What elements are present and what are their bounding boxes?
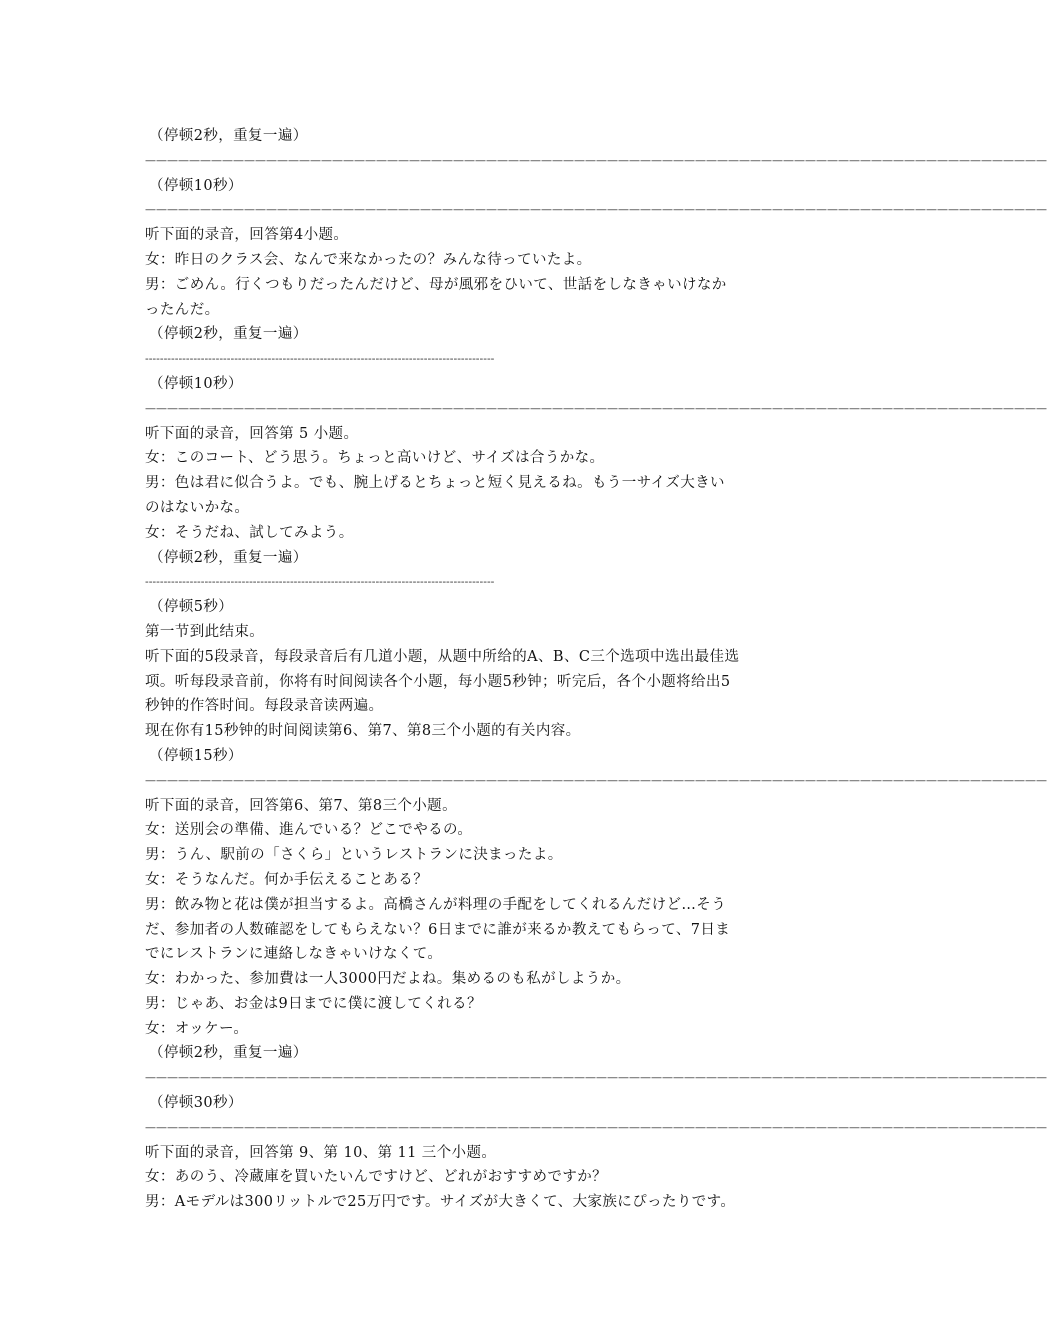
separator-line: —————————————————————————————————————————————————————————————————————————————————— [145, 1071, 1047, 1085]
pause-note: （停顿2秒，重复一遍） [149, 1045, 308, 1062]
section-end-text: 第一节到此结束。 [145, 623, 265, 640]
dialogue-line: のはないかな。 [145, 499, 250, 516]
pause-note: （停顿2秒，重复一遍） [149, 326, 308, 343]
document-page [145, 124, 1047, 1215]
instruction-text: 现在你有15秒钟的时间阅读第6、第7、第8三个小题的有关内容。 [145, 723, 581, 740]
separator-line: ---------------------------------------------------------------------------------------------- [145, 575, 495, 589]
dialogue-line: 女：わかった、参加費は一人3000円だよね。集めるのも私がしようか。 [145, 971, 631, 988]
pause-note: （停顿10秒） [149, 375, 243, 392]
dialogue-line: 女：オッケー。 [145, 1020, 249, 1037]
separator-line: —————————————————————————————————————————————————————————————————————————————————— [145, 203, 1047, 217]
dialogue-line: 男：飲み物と花は僕が担当するよ。高橋さんが料理の手配をしてくれるんだけど…そう [145, 896, 727, 913]
separator-line: —————————————————————————————————————————————————————————————————————————————————— [145, 401, 1047, 415]
dialogue-line: 男：ごめん。行くつもりだったんだけど、母が風邪をひいて、世話をしなきゃいけなか [145, 276, 727, 293]
question-heading: 听下面的录音，回答第4小题。 [145, 227, 349, 244]
dialogue-line: でにレストランに連絡しなきゃいけなくて。 [145, 946, 443, 963]
dialogue-line: 女：このコート、どう思う。ちょっと高いけど、サイズは合うかな。 [145, 450, 605, 467]
dialogue-line: 女：あのう、冷蔵庫を買いたいんですけど、どれがおすすめですか？ [145, 1169, 608, 1186]
question-heading: 听下面的录音，回答第 5 小题。 [145, 425, 359, 442]
pause-note: （停顿15秒） [149, 747, 243, 764]
question-heading: 听下面的录音，回答第6、第7、第8三个小题。 [145, 797, 457, 814]
separator-line: ---------------------------------------------------------------------------------------------- [145, 352, 495, 366]
instruction-text: 听下面的5段录音，每段录音后有几道小题，从题中所给的A、B、C三个选项中选出最佳选 [145, 648, 740, 665]
dialogue-line: 男：じゃあ、お金は9日までに僕に渡してくれる？ [145, 995, 482, 1012]
dialogue-line: 男：うん、駅前の「さくら」というレストランに決まったよ。 [145, 847, 563, 864]
separator-line: —————————————————————————————————————————————————————————————————————————————————— [145, 1120, 1047, 1134]
instruction-text: 秒钟的作答时间。每段录音读两遍。 [145, 698, 384, 715]
dialogue-line: 女：送別会の準備、進んでいる？どこでやるの。 [145, 822, 473, 839]
separator-line: —————————————————————————————————————————————————————————————————————————————————— [145, 773, 1047, 787]
dialogue-line: 女：そうなんだ。何か手伝えることある？ [145, 871, 429, 888]
dialogue-line: 男：Aモデルは300リットルで25万円です。サイズが大きくて、大家族にぴったりです。 [145, 1194, 736, 1211]
pause-note: （停顿30秒） [149, 1095, 243, 1112]
question-heading: 听下面的录音，回答第 9、第 10、第 11 三个小题。 [145, 1144, 497, 1161]
dialogue-line: 男：色は君に似合うよ。でも、腕上げるとちょっと短く見えるね。もう一サイズ大きい [145, 475, 725, 492]
separator-line: —————————————————————————————————————————————————————————————————————————————————— [145, 153, 1047, 167]
pause-note: （停顿5秒） [149, 599, 234, 616]
dialogue-line: 女：昨日のクラス会、なんで来なかったの？みんな待っていたよ。 [145, 251, 592, 268]
dialogue-line: 女：そうだね、試してみよう。 [145, 524, 354, 541]
dialogue-line: だ、参加者の人数確認をしてもらえない？6日までに誰が来るか教えてもらって、7日ま [145, 921, 731, 938]
instruction-text: 项。听每段录音前，你将有时间阅读各个小题，每小题5秒钟；听完后，各个小题将给出5 [145, 673, 731, 690]
dialogue-line: ったんだ。 [145, 301, 220, 318]
pause-note: （停顿2秒，重复一遍） [149, 128, 308, 144]
pause-note: （停顿2秒，重复一遍） [149, 549, 308, 566]
pause-note: （停顿10秒） [149, 177, 243, 194]
